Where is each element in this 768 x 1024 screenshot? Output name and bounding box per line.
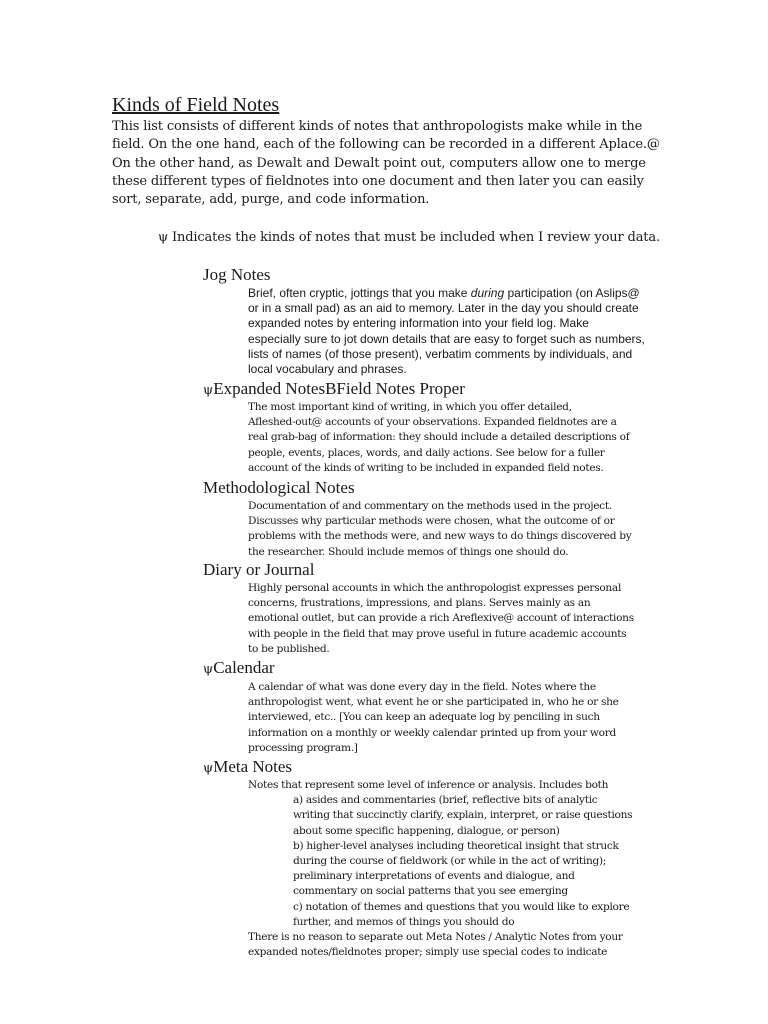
body-line: Brief, often cryptic, jottings that you make during participation (on Aslips@ — [248, 286, 640, 300]
body-line: information on a monthly or weekly calendar printed up from your word — [248, 726, 616, 739]
body-line: A calendar of what was done every day in the field. Notes where the — [248, 681, 596, 693]
sub-item-line: a) asides and commentaries (brief, reflective bits of analytic — [293, 794, 598, 807]
body-line: The most important kind of writing, in which you offer detailed, — [248, 401, 572, 413]
body-line: problems with the methods were, and new ways to do things discovered by — [248, 530, 632, 543]
psi-icon: ψ — [158, 230, 169, 245]
page-title: Kinds of Field Notes — [112, 94, 280, 116]
calendar-body — [248, 680, 668, 756]
body-line: account of the kinds of writing to be included in expanded field notes. — [248, 461, 604, 474]
body-line: people, events, places, words, and daily actions. See below for a fuller — [248, 446, 605, 459]
body-line: Documentation of and commentary on the methods used in the project. — [248, 500, 612, 512]
body-line: expanded notes/fieldnotes proper; simply use special codes to indicate — [248, 946, 608, 959]
jog-notes-body — [248, 286, 668, 377]
sub-item-line: commentary on social patterns that you see emerging — [293, 885, 568, 898]
legend-text: Indicates the kinds of notes that must be included when I review your data. — [168, 230, 660, 245]
body-line: or in a small pad) as an aid to memory. Later in the day you should create — [248, 301, 639, 316]
sub-item-line: during the course of fieldwork (or while in the act of writing); — [293, 855, 607, 868]
body-line: interviewed, etc.. [You can keep an adequate log by penciling in such — [248, 711, 600, 724]
body-line: concerns, frustrations, impressions, and plans. Serves mainly as an — [248, 597, 591, 610]
heading-meta-notes: ψMeta Notes — [203, 757, 293, 776]
intro-line: This list consists of different kinds of notes that anthropologists make while in the — [112, 119, 643, 134]
intro-line: field. On the one hand, each of the following can be recorded in a different Aplace.@ — [112, 137, 660, 153]
intro-line: these different types of fieldnotes into one document and then later you can easily — [112, 173, 644, 189]
body-line: local vocabulary and phrases. — [248, 362, 407, 377]
intro-paragraph — [112, 118, 660, 209]
legend-line — [158, 230, 660, 245]
heading-diary-or-journal: Diary or Journal — [203, 560, 315, 579]
psi-icon: ψ — [203, 383, 214, 398]
body-line: lists of names (of those present), verbatim comments by individuals, and — [248, 346, 633, 361]
sub-item-line: writing that succinctly clarify, explain, interpret, or raise questions — [293, 809, 633, 822]
intro-line: On the other hand, as Dewalt and Dewalt point out, computers allow one to merge — [112, 155, 646, 171]
body-line: Afleshed-out@ accounts of your observations. Expanded fieldnotes are a — [248, 416, 617, 429]
sub-item-line: b) higher-level analyses including theoretical insight that struck — [293, 839, 619, 852]
psi-icon: ψ — [203, 662, 214, 677]
sub-item-line: about some specific happening, dialogue, or person) — [293, 824, 560, 837]
methodological-notes-body — [248, 499, 668, 560]
body-line: expanded notes by entering information into your field log. Make — [248, 316, 589, 331]
body-line: Discusses why particular methods were chosen, what the outcome of or — [248, 515, 615, 528]
body-line: with people in the field that may prove useful in future academic accounts — [248, 627, 627, 640]
body-line: anthropologist went, what event he or she participated in, who he or she — [248, 696, 619, 709]
body-line: processing program.] — [248, 741, 358, 754]
expanded-notes-body — [248, 400, 668, 476]
body-line: especially sure to jot down details that are easy to forget such as numbers, — [248, 331, 645, 346]
heading-methodological-notes: Methodological Notes — [203, 478, 355, 497]
body-line: the researcher. Should include memos of things one should do. — [248, 545, 569, 558]
intro-line: sort, separate, add, purge, and code information. — [112, 192, 430, 208]
heading-jog-notes: Jog Notes — [203, 265, 271, 284]
body-line: emotional outlet, but can provide a rich Areflexive@ account of interactions — [248, 612, 634, 625]
emphasis-text: during — [470, 286, 505, 300]
body-line: There is no reason to separate out Meta Notes / Analytic Notes from your — [248, 931, 623, 944]
psi-icon: ψ — [203, 761, 214, 776]
heading-expanded-notes: ψExpanded NotesBField Notes Proper — [203, 379, 465, 398]
sub-item-line: further, and memos of things you should do — [293, 915, 515, 928]
heading-calendar: ψCalendar — [203, 658, 275, 677]
sub-item-line: c) notation of themes and questions that you would like to explore — [293, 900, 630, 913]
diary-body — [248, 581, 668, 657]
body-line: Notes that represent some level of inference or analysis. Includes both — [248, 779, 609, 791]
meta-notes-body — [248, 778, 668, 960]
body-line: Highly personal accounts in which the anthropologist expresses personal — [248, 582, 622, 594]
body-line: to be published. — [248, 642, 330, 655]
sub-item-line: preliminary interpretations of events and dialogue, and — [293, 870, 575, 883]
body-line: real grab-bag of information: they should include a detailed descriptions of — [248, 431, 630, 444]
